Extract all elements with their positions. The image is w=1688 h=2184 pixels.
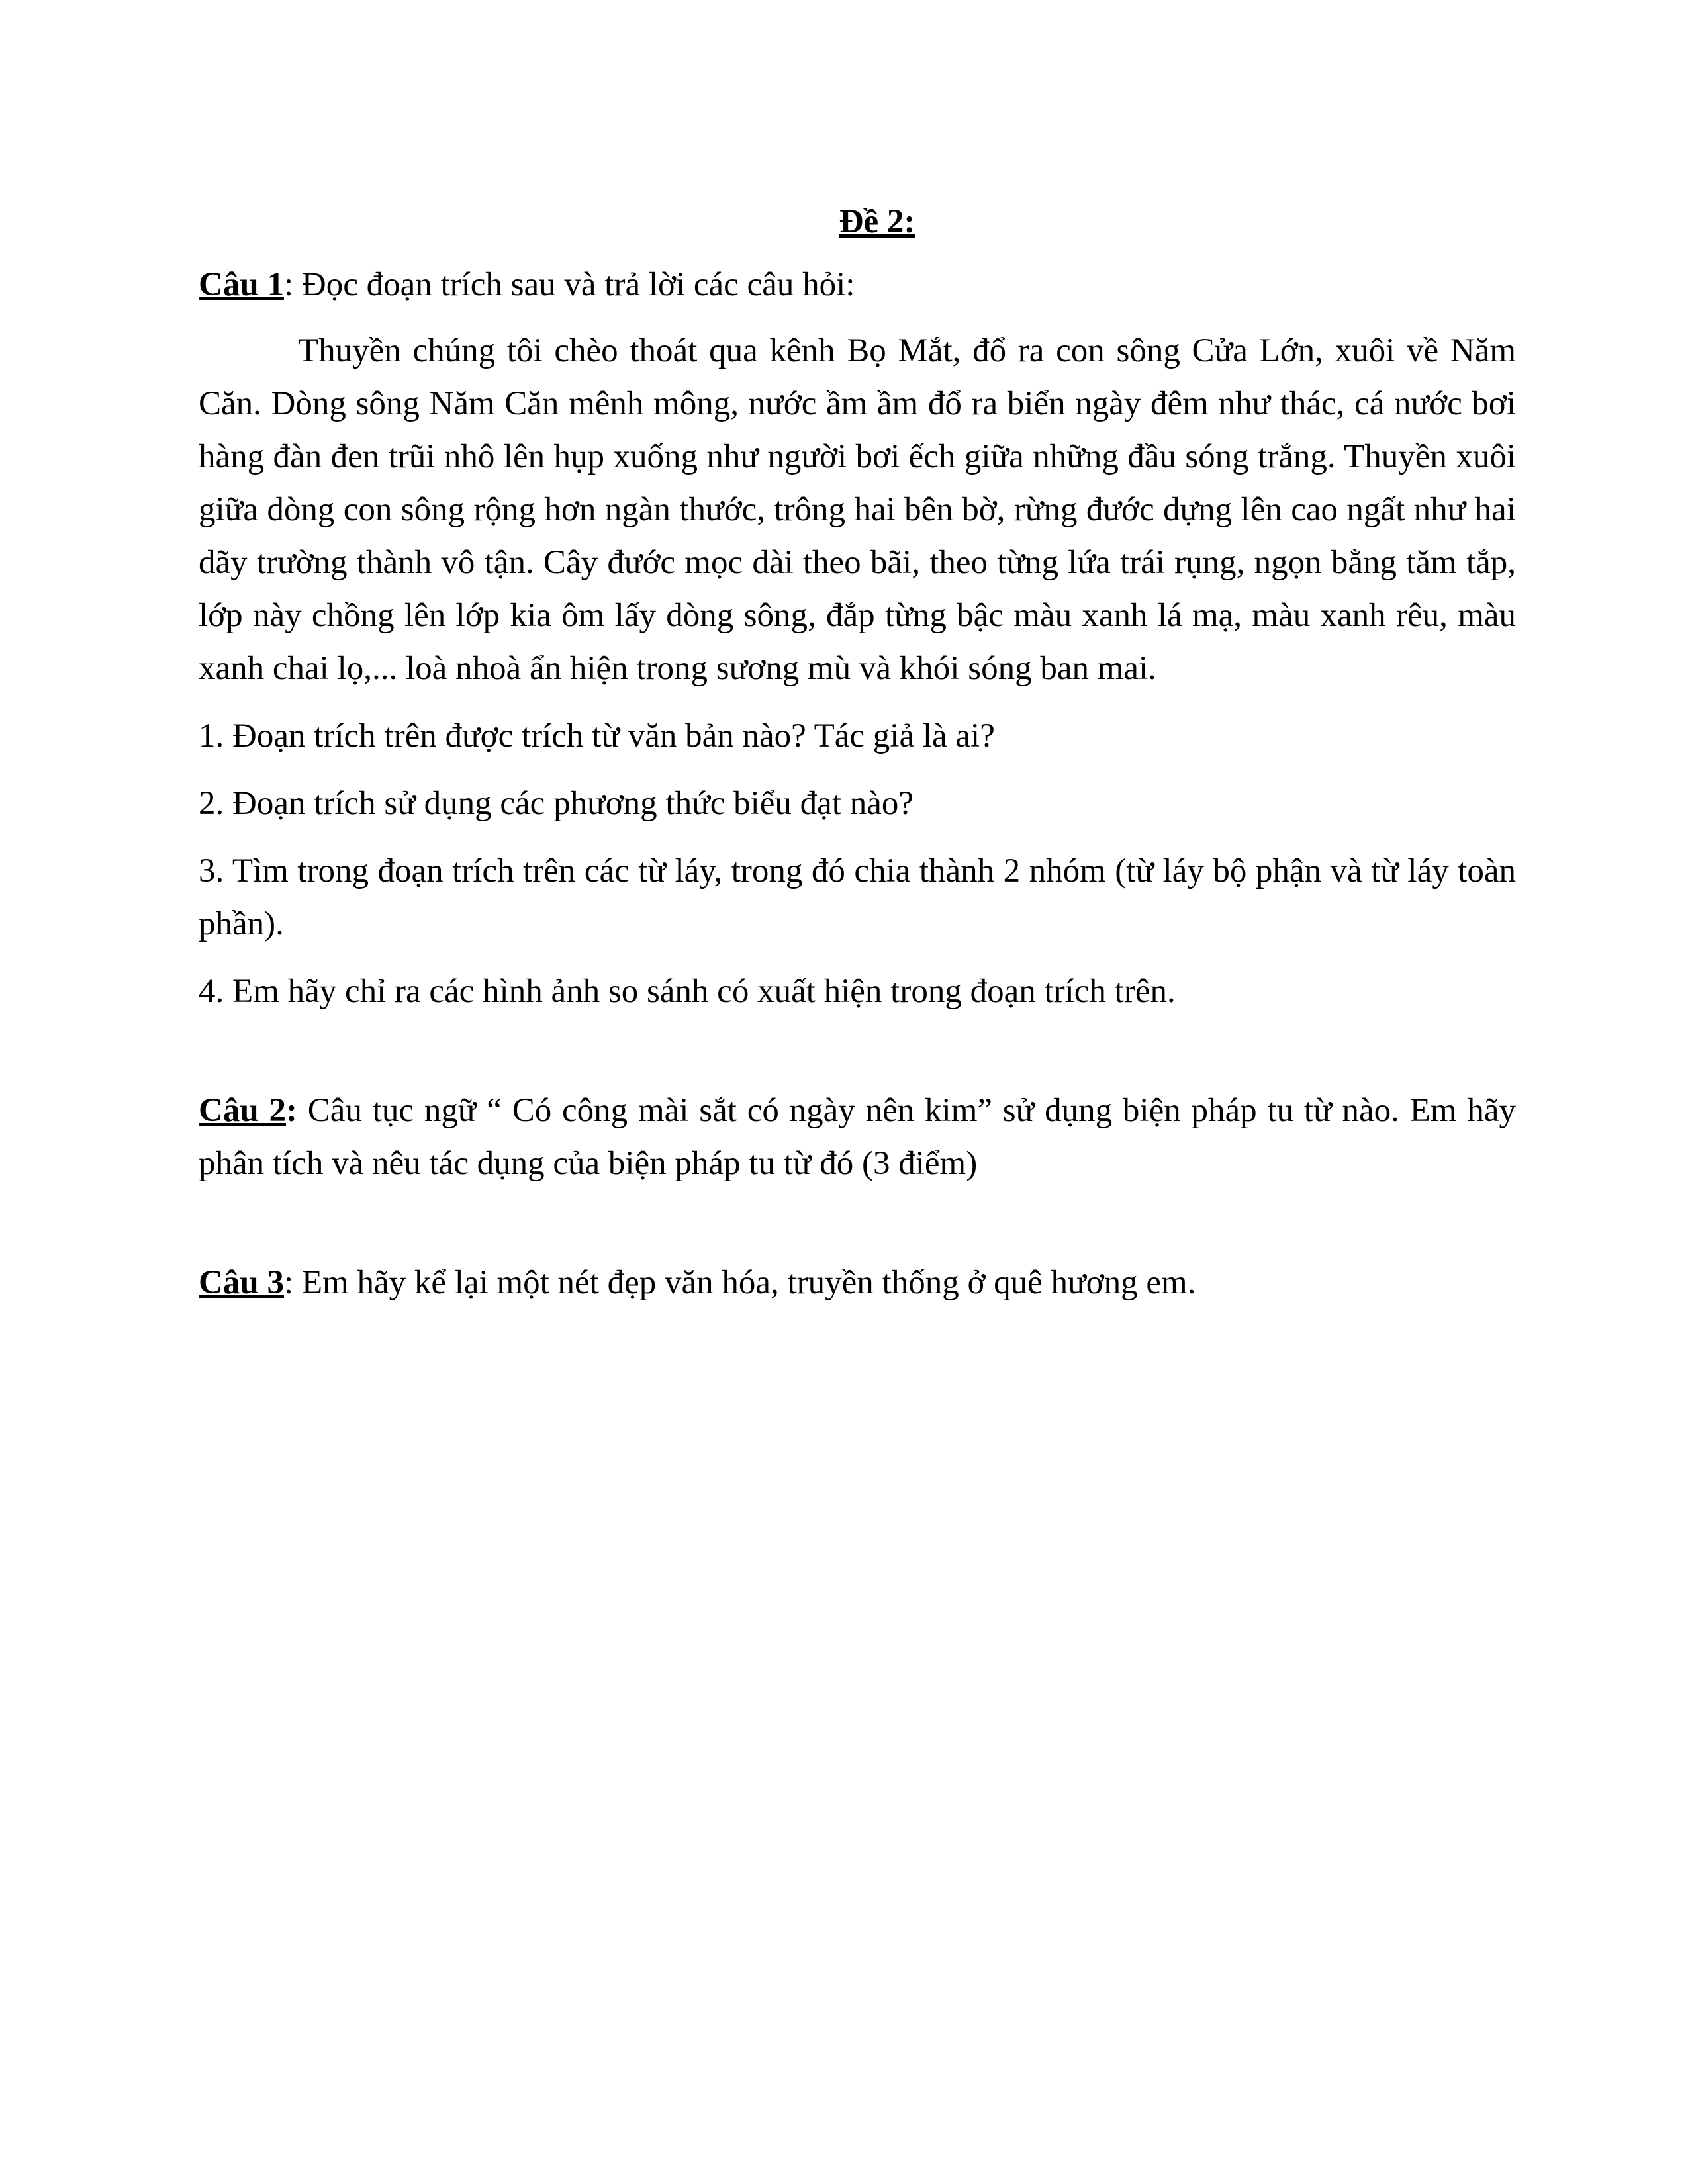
question-2-prompt (199, 1084, 1516, 1190)
reading-passage: Thuyền chúng tôi chèo thoát qua kênh Bọ Mắt, đổ ra con sông Cửa Lớn, xuôi về Năm Căn. Dòng sông Năm Căn mênh mông, nước ầm ầm đổ ra biển ngày đêm như thác, cá nước bơi hàng đàn đen trũi nhô lên hụp xuống như người bơi ếch giữa những đầu sóng trắng. Thuyền xuôi giữa dòng con sông rộng hơn ngàn thước, trông hai bên bờ, rừng đước dựng lên cao ngất như hai dãy trường thành vô tận. Cây đước mọc dài theo bãi, theo từng lứa trái rụng, ngọn bằng tăm tắp, lớp này chồng lên lớp kia ôm lấy dòng sông, đắp từng bậc màu xanh lá mạ, màu xanh rêu, màu xanh chai lọ,... loà nhoà ẩn hiện trong sương mù và khói sóng ban mai. (199, 332, 1516, 687)
question-3-text: Em hãy kể lại một nét đẹp văn hóa, truyền thống ở quê hương em. (301, 1264, 1196, 1301)
question-3-label: Câu 3 (199, 1264, 284, 1301)
question-1-section (199, 258, 1516, 1018)
exam-page (199, 199, 1516, 1309)
exam-title: Đề 2: (839, 203, 915, 240)
spacer (199, 1190, 1516, 1256)
spacer (199, 1018, 1516, 1084)
sub-question-1: 1. Đoạn trích trên được trích từ văn bản nào? Tác giả là ai? (199, 717, 995, 754)
question-3-separator: : (283, 1264, 302, 1301)
question-2-text: Câu tục ngữ “ Có công mài sắt có ngày nên kim” sử dụng biện pháp tu từ nào. Em hãy phân tích và nêu tác dụng của biện pháp tu từ đó (3 điểm) (199, 1092, 1516, 1182)
question-1-label: Câu 1 (199, 266, 284, 303)
question-1-prompt (199, 258, 1516, 311)
sub-question-3: 3. Tìm trong đoạn trích trên các từ láy, trong đó chia thành 2 nhóm (từ láy bộ phận và từ láy toàn phần). (199, 852, 1516, 942)
sub-question-4: 4. Em hãy chỉ ra các hình ảnh so sánh có xuất hiện trong đoạn trích trên. (199, 973, 1176, 1010)
question-1-text: Đọc đoạn trích sau và trả lời các câu hỏi: (301, 266, 855, 303)
question-2-label: Câu 2 (199, 1092, 286, 1129)
question-3-prompt (199, 1256, 1516, 1309)
question-2-section (199, 1084, 1516, 1190)
question-2-separator: : (286, 1092, 297, 1129)
sub-question-2: 2. Đoạn trích sử dụng các phương thức biểu đạt nào? (199, 785, 914, 822)
question-1-separator: : (283, 266, 302, 303)
question-3-section (199, 1256, 1516, 1309)
